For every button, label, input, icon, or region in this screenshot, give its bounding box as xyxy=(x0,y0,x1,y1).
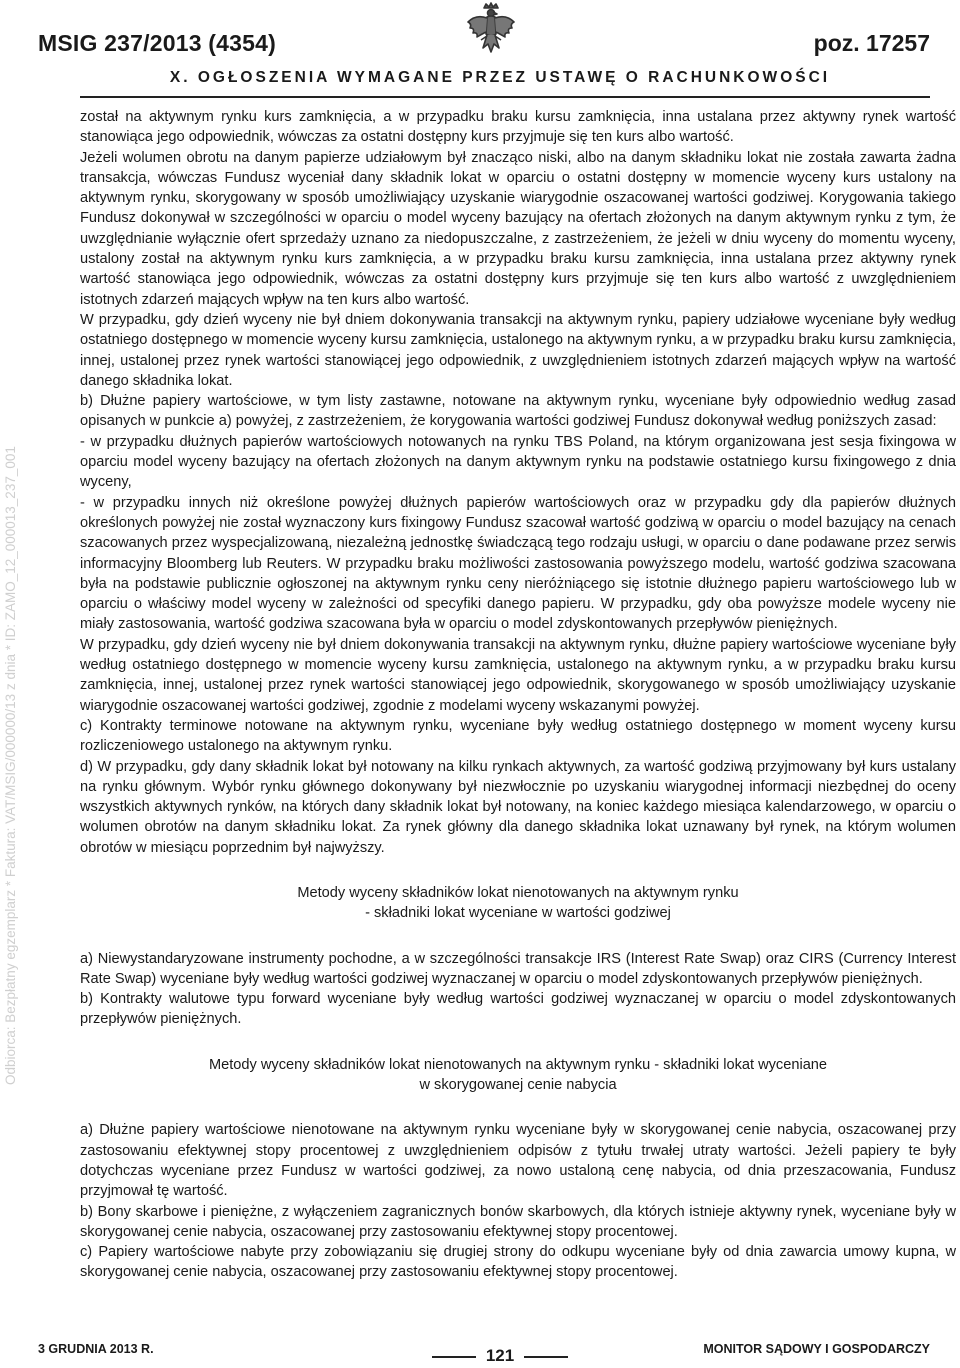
section-heading-line: Metody wyceny składników lokat nienotowanych na aktywnym rynku xyxy=(297,884,739,901)
paragraph: c) Kontrakty terminowe notowane na aktywnym rynku, wyceniane były według ostatniego dostępnego w moment wyceny kursu rozliczeniowego ustalonego na aktywnym rynku. xyxy=(80,717,956,755)
section-title: X. OGŁOSZENIA WYMAGANE PRZEZ USTAWĘ O RACHUNKOWOŚCI xyxy=(169,69,831,86)
issue-number: MSIG 237/2013 (4354) xyxy=(38,30,276,56)
position-number: poz. 17257 xyxy=(813,30,930,56)
header-divider xyxy=(80,96,930,98)
paragraph: b) Dłużne papiery wartościowe, w tym listy zastawne, notowane na aktywnym rynku, wyceniane były odpowiednio według zasad opisanych w punkcie a) powyżej, z zastrzeżeniem, że korygowania wartości godziwej Fundusz dokonywał według poniższych zasad: xyxy=(80,393,956,430)
paragraph: a) Niewystandaryzowane instrumenty pochodne, a w szczególności transakcje IRS (Interest Rate Swap) oraz CIRS (Currency Interest Rate Swap) wyceniane były według wartości godziwej wyznaczanej w oparciu o model zdyskontowanych przepływów pieniężnych. xyxy=(80,950,956,987)
paragraph: został na aktywnym rynku kurs zamknięcia, a w przypadku braku kursu zamknięcia, inna ustalana przez aktywny rynek wartość stanowiąca jego odpowiednik, wówczas za ostatni dostępny kurs przyjmuje się ten kurs albo wartość. xyxy=(80,109,956,146)
footer-date: 3 GRUDNIA 2013 R. xyxy=(38,1342,154,1356)
side-watermark: Odbiorca: Bezpłatny egzemplarz * Faktura: VAT/MSIG/000000/13 z dnia * ID: ZAMO_12_000013_237_001 xyxy=(3,446,18,1085)
section-heading-line: - składniki lokat wyceniane w wartości godziwej xyxy=(365,905,671,922)
document-body xyxy=(80,107,956,1283)
paragraph: b) Bony skarbowe i pieniężne, z wyłączeniem zagranicznych bonów skarbowych, dla których istnieje aktywny rynek, wyceniane były w skorygowanej cenie nabycia, oszacowanej przy zastosowaniu efektywnej stopy procentowej. xyxy=(80,1203,956,1240)
paragraph: a) Dłużne papiery wartościowe nienotowane na aktywnym rynku wyceniane były w skorygowanej cenie nabycia, oszacowanej przy zastosowaniu efektywnej stopy procentowej z uwzględnieniem odpisów z tytułu trwałej utraty wartości. Jeżeli papiery te były dotychczas wyceniane przez Fundusz w wartości godziwej, za nowo ustaloną cenę nabycia, od dnia przeszacowania, Fundusz przyjmował tę wartość. xyxy=(80,1122,956,1200)
paragraph: - w przypadku innych niż określone powyżej dłużnych papierów wartościowych oraz w przypadku gdy dla papierów dłużnych określonych powyżej nie został wyznaczony kurs fixingowy Fundusz szacował wartość godziwą w oparciu o model bazujący na cenach szacowanych przez wyspecjalizowaną, niezależną jednostkę świadczącą tego rodzaju usługi, w oparciu o dane podawane przez serwis informacyjny Bloomberg lub Reuters. W przypadku braku możliwości zastosowania powyższego modelu, wartość godziwa szacowana była na podstawie publicznie ogłoszonej na aktywnym rynku ceny nieróżniącego się istotnie dłużnego papieru wartościowego lub w oparciu o właściwy model wyceny w zależności od specyfiki danego papieru. W przypadku, gdy oba powyższe modele wyceny nie miały zastosowania, wartość godziwa szacowana była w oparciu o model zdyskontowanych przepływów pieniężnych. xyxy=(80,494,956,633)
paragraph: W przypadku, gdy dzień wyceny nie był dniem dokonywania transakcji na aktywnym rynku, papiery udziałowe wyceniane były według ostatniego dostępnego w momencie wyceny kursu zamknięcia, ustalonego na aktywnym rynku, a w przypadku braku kursu zamknięcia, innej, ustalonej przez rynek wartości stanowiącej jego odpowiednik, z uwzględnieniem istotnych zdarzeń mających wpływ na wartość danego składnika lokat. xyxy=(80,311,956,389)
paragraph: - w przypadku dłużnych papierów wartościowych notowanych na rynku TBS Poland, na którym organizowana jest sesja fixingowa w oparciu model wyceny bazujący na ofertach złożonych na danym aktywnym rynku na podstawie ostatniego kursu fixingowego z dnia wyceny, xyxy=(80,433,956,491)
paragraph: Jeżeli wolumen obrotu na danym papierze udziałowym był znacząco niski, albo na danym składniku lokat nie została zawarta żadna transakcja, wówczas Fundusz wyceniał dany składnik lokat w oparciu o ostatni dostępny w momencie wyceny kurs ustalony na aktywnym rynku, skorygowany w sposób umożliwiający uzyskanie wiarygodnie oszacowanej wartości godziwej. Korygowania takiego Fundusz dokonywał w szczególności w oparciu o model wyceny bazujący na ofertach złożonych na danym aktywnym rynku z tym, że uwzględnianie wyłącznie ofert sprzedaży uznano za niedopuszczalne, z zastrzeżeniem, że jeżeli w dniu wyceny do momentu wyceny, ustalony został na aktywnym rynku kurs zamknięcia, a w przypadku braku kursu zamknięcia, inna ustalana przez aktywny rynek wartość stanowiąca jego odpowiednik, wówczas za ostatni dostępny kurs przyjmuje się ten kurs albo wartość z uwzględnieniem istotnych zdarzeń mających wpływ na ten kurs albo wartość. xyxy=(80,149,956,308)
paragraph: d) W przypadku, gdy dany składnik lokat był notowany na kilku rynkach aktywnych, za wartość godziwą przyjmowany był kurs ustalany na rynku głównym. Wybór rynku głównego dokonywany był niezwłocznie po uzyskaniu wiarygodnej informacji niezbędnej do oceny wszystkich aktywnych rynków, na których dany składnik lokat był notowany, na koniec każdego miesiąca kalendarzowego, w oparciu o wolumen obrotów na danym składniku lokat. Za rynek główny dla danego składnika lokat uznawany był rynek, na którym wolumen obrotów w miesiącu poprzednim był najwyższy. xyxy=(80,758,956,856)
paragraph: c) Papiery wartościowe nabyte przy zobowiązaniu się drugiej strony do odkupu wyceniane były od dnia zawarcia umowy kupna, w skorygowanej cenie nabycia, oszacowanej przy zastosowaniu efektywnej stopy procentowej. xyxy=(80,1244,956,1281)
section-heading-line: w skorygowanej cenie nabycia xyxy=(419,1077,617,1094)
section-heading-line: Metody wyceny składników lokat nienotowanych na aktywnym rynku - składniki lokat wyceniane xyxy=(208,1056,828,1073)
paragraph: W przypadku, gdy dzień wyceny nie był dniem dokonywania transakcji na aktywnym rynku, dłużne papiery wartościowe wyceniane były według ostatniego dostępnego w momencie wyceny kursu zamknięcia, ustalonego na aktywnym rynku, a w przypadku braku kursu zamknięcia, innej, ustalonej przez rynek wartości stanowiącej jego odpowiednik, skorygowanego w sposób umożliwiający uzyskanie wiarygodnie oszacowanej wartości godziwej, zgodnie z modelami wyceny wskazanymi powyżej. xyxy=(80,636,956,714)
polish-eagle-emblem-icon xyxy=(464,2,518,60)
footer-publisher: MONITOR SĄDOWY I GOSPODARCZY xyxy=(703,1342,930,1356)
page-number-value: 121 xyxy=(485,1346,515,1365)
paragraph: b) Kontrakty walutowe typu forward wyceniane były według wartości godziwej wyznaczanej w oparciu o model zdyskontowanych przepływów pieniężnych. xyxy=(80,991,956,1028)
